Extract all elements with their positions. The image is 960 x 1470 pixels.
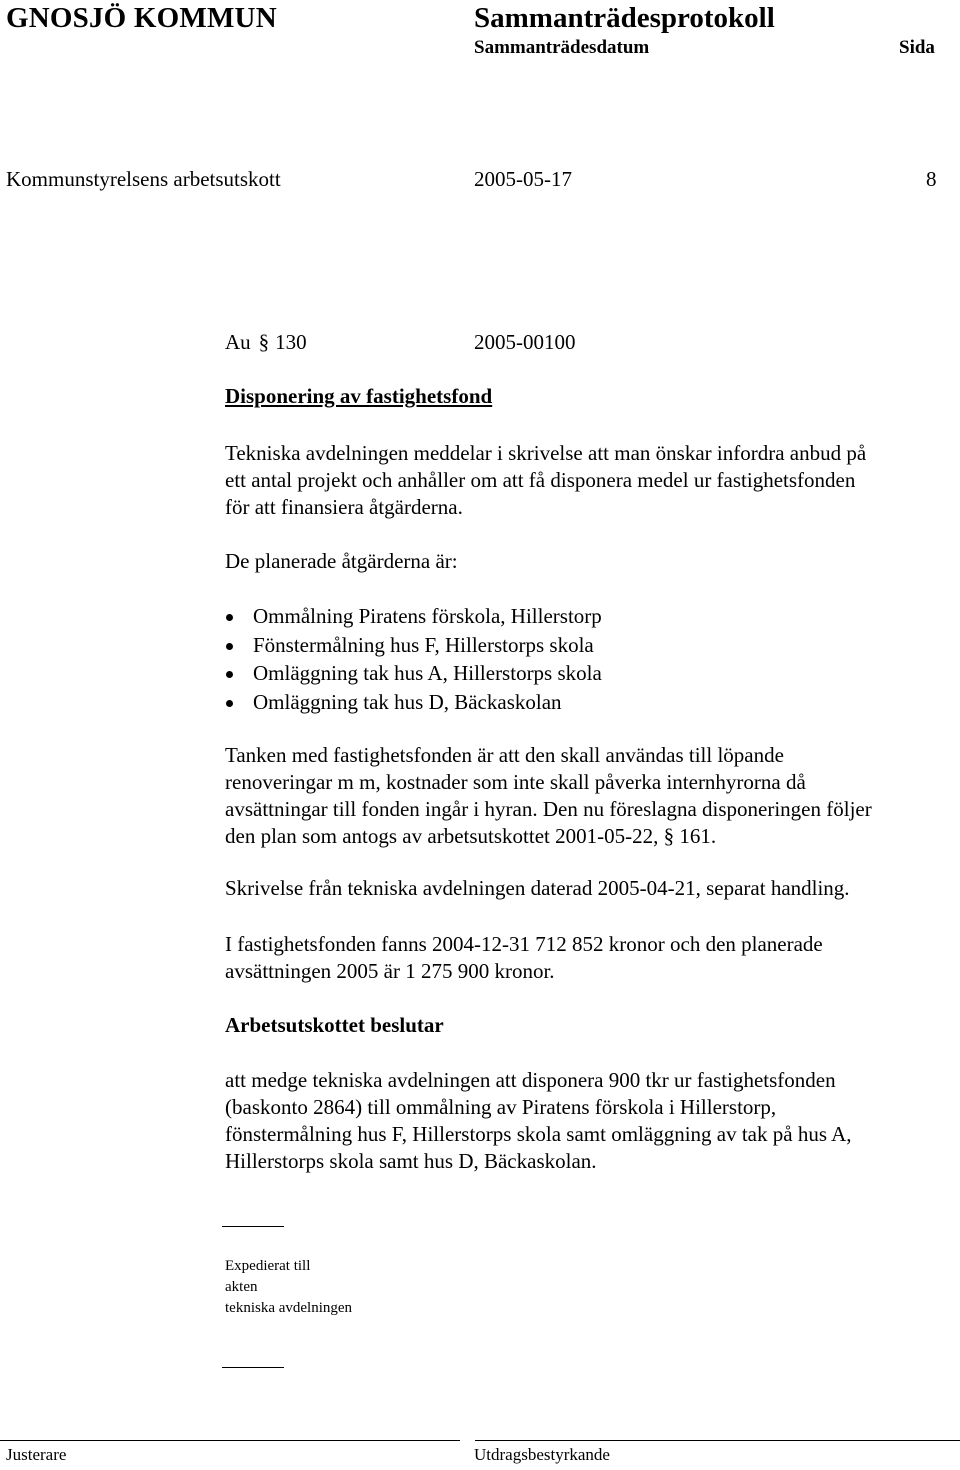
paragraph-fund-purpose bbox=[225, 742, 872, 850]
dispatch-line: Expedierat till bbox=[225, 1258, 311, 1274]
text-line: Hillerstorps skola samt hus D, Bäckaskolan. bbox=[225, 1149, 597, 1173]
text-line: den plan som antogs av arbetsutskottet 2001-05-22, § 161. bbox=[225, 824, 717, 848]
dispatch-line: tekniska avdelningen bbox=[225, 1300, 353, 1316]
footer-divider bbox=[0, 1440, 460, 1441]
paragraph-reference: Skrivelse från tekniska avdelningen daterad 2005-04-21, separat handling. bbox=[225, 876, 850, 900]
adjuster-label: Justerare bbox=[6, 1445, 67, 1464]
paragraph-request bbox=[225, 440, 866, 521]
page-label: Sida bbox=[899, 37, 935, 58]
text-line: (baskonto 2864) till ommålning av Piratens förskola i Hillerstorp, bbox=[225, 1095, 777, 1119]
bullet-icon bbox=[226, 614, 233, 621]
text-line: renoveringar m m, kostnader som inte skall påverka internhyrorna då bbox=[225, 770, 806, 794]
text-line: avsättningar till fonden ingår i hyran. Den nu föreslagna disponeringen följer bbox=[225, 797, 872, 821]
dispatch-line: akten bbox=[225, 1279, 258, 1295]
committee-name: Kommunstyrelsens arbetsutskott bbox=[6, 167, 281, 191]
case-number-value: 130 bbox=[275, 330, 307, 354]
text-line: Tekniska avdelningen meddelar i skrivelse att man önskar infordra anbud på bbox=[225, 441, 867, 465]
bullet-icon bbox=[226, 643, 233, 650]
diary-number: 2005-00100 bbox=[474, 330, 576, 354]
decision-heading: Arbetsutskottet beslutar bbox=[225, 1013, 444, 1037]
bullet-icon bbox=[226, 671, 233, 678]
organization-name: GNOSJÖ KOMMUN bbox=[6, 2, 277, 34]
decision-text bbox=[225, 1067, 852, 1175]
text-line: I fastighetsfonden fanns 2004-12-31 712 852 kronor och den planerade bbox=[225, 932, 823, 956]
date-label: Sammanträdesdatum bbox=[474, 37, 650, 58]
measures-intro: De planerade åtgärderna är: bbox=[225, 549, 458, 573]
text-line: Tanken med fastighetsfonden är att den skall användas till löpande bbox=[225, 743, 784, 767]
text-line: avsättningen 2005 är 1 275 900 kronor. bbox=[225, 959, 555, 983]
list-item-text: Ommålning Piratens förskola, Hillerstorp bbox=[253, 604, 602, 628]
text-line: för att finansiera åtgärderna. bbox=[225, 495, 463, 519]
document-type: Sammanträdesprotokoll bbox=[474, 2, 775, 34]
case-subject: Disponering av fastighetsfond bbox=[225, 384, 493, 408]
dispatch-list bbox=[225, 1256, 352, 1319]
text-line: ett antal projekt och anhåller om att få disponera medel ur fastighetsfonden bbox=[225, 468, 856, 492]
list-item bbox=[225, 659, 602, 688]
text-line: att medge tekniska avdelningen att disponera 900 tkr ur fastighetsfonden bbox=[225, 1068, 836, 1092]
list-item bbox=[225, 631, 602, 660]
list-item bbox=[225, 602, 602, 631]
measures-list bbox=[225, 602, 602, 716]
list-item-text: Omläggning tak hus D, Bäckaskolan bbox=[253, 689, 562, 714]
paragraph-sign: § bbox=[258, 330, 270, 354]
list-item bbox=[225, 688, 602, 717]
case-number bbox=[225, 330, 307, 355]
divider bbox=[222, 1226, 284, 1227]
footer-divider bbox=[475, 1440, 960, 1441]
text-line: fönstermålning hus F, Hillerstorps skola samt omläggning av tak på hus A, bbox=[225, 1122, 852, 1146]
divider bbox=[222, 1367, 284, 1368]
meeting-date: 2005-05-17 bbox=[474, 167, 572, 191]
page-number: 8 bbox=[926, 167, 937, 191]
bullet-icon bbox=[226, 700, 233, 707]
paragraph-fund-balance bbox=[225, 931, 823, 985]
list-item-text: Omläggning tak hus A, Hillerstorps skola bbox=[253, 661, 602, 685]
certification-label: Utdragsbestyrkande bbox=[474, 1445, 610, 1464]
case-prefix: Au bbox=[225, 330, 251, 354]
list-item-text: Fönstermålning hus F, Hillerstorps skola bbox=[253, 632, 594, 657]
